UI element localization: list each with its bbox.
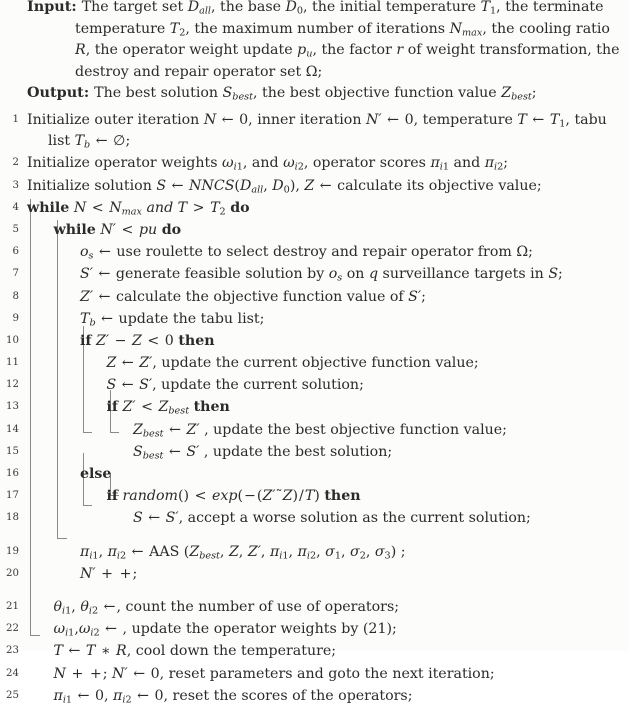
line-number: 3 [12,179,19,191]
line-content: $o_s$ ← use roulette to select destroy and repair operator from Ω; [80,244,533,262]
line-number: 20 [6,567,19,579]
algorithm-line-4 [0,200,629,222]
input-line-2: temperature T2, the maximum number of iterations $N_{max}$, the cooling ratio [75,20,610,39]
line-content: if $Z' < Z_{best}$ then [106,399,230,418]
line-content: else [80,466,112,482]
line-number: 11 [6,357,19,369]
algorithm-header [0,0,629,108]
block-gap-spacer [0,533,629,544]
algorithm-line-1-continuation [0,134,629,155]
algorithm-line-20 [0,566,629,588]
line-number: 10 [6,334,19,346]
line-content: N′ + +; [80,565,138,582]
input-line-3: R, the operator weight update $p_u$, the factor r of weight transformation, the [75,42,620,60]
line-content: S′ ← generate feasible solution by $o_s$ on q surveillance targets in S; [80,266,563,285]
algorithm-line-24 [0,666,629,688]
line-content: $\pi_i1$, $\pi_i2$ ← AAS ($Z_{best}$, Z, Z′, $\pi_i1$, $\pi_i2$, σ1, σ2, σ3) ; [80,543,406,562]
algorithm-line-15 [0,444,629,466]
algorithm-line-18 [0,510,629,532]
line-number: 19 [6,545,19,557]
algorithm-line-1 [0,112,629,134]
algorithm-line-6 [0,244,629,266]
algorithm-line-21 [0,599,629,621]
line-content: Z′ ← calculate the objective function value of S′; [80,288,426,305]
output-row [0,86,629,108]
line-content: $T_b$ ← update the tabu list; [80,310,265,329]
line-content: $\omega_i1,\omega_i2$ ← , update the operator weights by (21); [53,621,397,639]
line-number: 8 [12,290,19,302]
line-content: if random() < exp(−(Z′˜Z)/T) then [106,488,361,505]
line-number: 17 [6,490,19,502]
input-row [0,0,629,22]
line-number: 23 [6,645,19,657]
algorithm-body [0,112,629,710]
algorithm-line-5 [0,222,629,244]
line-content: $S_{best}$ ← S′ , update the best solution; [133,443,393,462]
line-number: 6 [12,246,19,258]
line-number: 14 [6,423,19,435]
block-gap-spacer-2 [0,588,629,599]
algorithm-line-23 [0,643,629,665]
line-number: 5 [12,223,19,235]
line-number: 4 [12,201,19,213]
line-content: $\theta_i1$, $\theta_i2$ ←, count the number of use of operators; [53,598,400,617]
algorithm-line-16 [0,466,629,488]
line-content-continued: list $T_b$ ← ∅; [48,133,131,151]
algorithm-line-14 [0,422,629,444]
algorithm-line-17 [0,488,629,510]
input-line-1: The target set $D_{all}$, the base D0, the initial temperature T1, the terminate [81,0,604,17]
line-content: Z ← Z′, update the current objective function value; [106,355,479,372]
line-content: T ← T ∗ R, cool down the temperature; [53,643,337,660]
algorithm-line-22 [0,621,629,643]
algorithm-line-12 [0,377,629,399]
line-number: 1 [12,114,19,125]
algorithm-line-25 [0,688,629,710]
line-content: $\pi_i1$ ← 0, $\pi_i2$ ← 0, reset the scores of the operators; [53,687,413,706]
algorithm-line-9 [0,311,629,333]
line-number: 7 [12,268,19,280]
line-content: Initialize outer iteration N ← 0, inner iteration N′ ← 0, temperature T ← T1, tabu [27,112,607,130]
line-content: Initialize solution S ← $NNCS(D_{all}$, D0), Z ← calculate its objective value; [27,177,542,196]
line-number: 15 [6,445,19,457]
line-number: 16 [6,468,19,479]
algorithm-line-7 [0,266,629,288]
line-content: S ← S′, accept a worse solution as the current solution; [133,510,531,527]
algorithm-line-8 [0,289,629,311]
algorithm-line-10 [0,333,629,355]
line-number: 24 [6,667,19,679]
output-line-1: The best solution $S_{best}$, the best objective function value $Z_{best}$; [94,85,537,103]
line-content: while N′ < pu do [53,221,182,238]
line-content: N + +; N′ ← 0, reset parameters and goto the next iteration; [53,665,495,682]
line-number: 2 [12,157,19,169]
algorithm-line-2 [0,155,629,177]
algorithm-line-19 [0,544,629,566]
line-number: 22 [6,623,19,635]
line-number: 21 [6,600,19,612]
algorithm-line-11 [0,355,629,377]
line-number: 18 [6,512,19,524]
line-content: if Z′ − Z < 0 then [80,332,215,349]
line-number: 12 [6,379,19,391]
line-number: 13 [6,401,19,413]
algorithm-line-13 [0,399,629,421]
line-content: while $N < N_{max}$ and T > T2 do [27,199,250,218]
algorithm-line-3 [0,178,629,200]
line-content: $Z_{best}$ ← Z′ , update the best objective function value; [133,421,507,440]
line-number: 9 [12,312,19,324]
input-line-4: destroy and repair operator set Ω; [75,63,323,80]
line-number: 25 [6,689,19,701]
line-content: Initialize operator weights $\omega_i1$, and $\omega_i2$, operator scores $\pi_i1$ and $\pi_i2$; [27,155,509,174]
input-label: Input: [27,0,77,15]
line-content: S ← S′, update the current solution; [106,377,364,394]
output-label: Output: [27,84,90,101]
